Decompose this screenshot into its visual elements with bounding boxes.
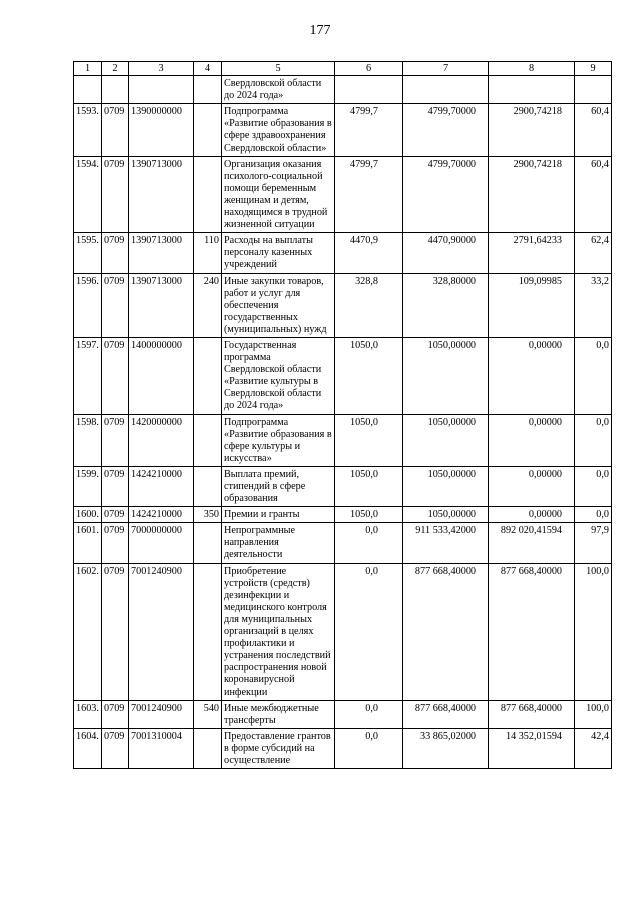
executed-amount-cell: 892 020,41594: [489, 523, 575, 563]
table-row: [74, 156, 612, 233]
item-name-cell: Организация оказания психолого-социальной помощи беременным женщинам и детям, находящимся в трудной жизненной ситуации: [222, 156, 335, 233]
refined-amount-cell: 911 533,42000: [403, 523, 489, 563]
percent-cell: 0,0: [575, 466, 612, 506]
target-article-cell: 1424210000: [129, 507, 194, 523]
row-number-cell: 1603.: [74, 700, 102, 728]
section-code-cell: 0709: [102, 414, 129, 466]
target-article-cell: 7001240900: [129, 563, 194, 700]
item-name-cell: Непрограммные направления деятельности: [222, 523, 335, 563]
percent-cell: 100,0: [575, 563, 612, 700]
expense-type-cell: 350: [194, 507, 222, 523]
item-name-cell: Свердловской области до 2024 года»: [222, 76, 335, 104]
item-name-cell: Предоставление грантов в форме субсидий на осуществление: [222, 728, 335, 768]
row-number-cell: 1594.: [74, 156, 102, 233]
target-article-cell: 7001310004: [129, 728, 194, 768]
executed-amount-cell: 14 352,01594: [489, 728, 575, 768]
percent-cell: 0,0: [575, 337, 612, 414]
executed-amount-cell: 877 668,40000: [489, 563, 575, 700]
item-name-cell: Иные межбюджетные трансферты: [222, 700, 335, 728]
row-number-cell: 1602.: [74, 563, 102, 700]
percent-cell: 0,0: [575, 414, 612, 466]
percent-cell: 42,4: [575, 728, 612, 768]
refined-amount-cell: 1050,00000: [403, 337, 489, 414]
row-number-cell: 1604.: [74, 728, 102, 768]
expense-type-cell: [194, 523, 222, 563]
table-row: [74, 466, 612, 506]
refined-amount-cell: 1050,00000: [403, 466, 489, 506]
expense-type-cell: 540: [194, 700, 222, 728]
executed-amount-cell: 877 668,40000: [489, 700, 575, 728]
table-row: [74, 728, 612, 768]
item-name-cell: Выплата премий, стипендий в сфере образования: [222, 466, 335, 506]
expense-type-cell: 110: [194, 233, 222, 273]
target-article-cell: 1390713000: [129, 233, 194, 273]
refined-amount-cell: 33 865,02000: [403, 728, 489, 768]
section-code-cell: 0709: [102, 104, 129, 156]
percent-cell: 0,0: [575, 507, 612, 523]
expense-type-cell: [194, 466, 222, 506]
section-code-cell: 0709: [102, 523, 129, 563]
plan-amount-cell: 1050,0: [335, 507, 403, 523]
section-code-cell: 0709: [102, 728, 129, 768]
expense-type-cell: [194, 76, 222, 104]
item-name-cell: Премии и гранты: [222, 507, 335, 523]
column-header: 9: [575, 62, 612, 76]
table-row: [74, 414, 612, 466]
refined-amount-cell: 328,80000: [403, 273, 489, 337]
plan-amount-cell: 1050,0: [335, 337, 403, 414]
executed-amount-cell: 2791,64233: [489, 233, 575, 273]
table-row: [74, 523, 612, 563]
refined-amount-cell: 4470,90000: [403, 233, 489, 273]
column-header: 1: [74, 62, 102, 76]
column-header: 2: [102, 62, 129, 76]
expense-type-cell: [194, 104, 222, 156]
plan-amount-cell: [335, 76, 403, 104]
section-code-cell: [102, 76, 129, 104]
plan-amount-cell: 4470,9: [335, 233, 403, 273]
target-article-cell: 1424210000: [129, 466, 194, 506]
plan-amount-cell: 0,0: [335, 700, 403, 728]
refined-amount-cell: 1050,00000: [403, 414, 489, 466]
row-number-cell: 1593.: [74, 104, 102, 156]
item-name-cell: Подпрограмма «Развитие образования в сфере культуры и искусства»: [222, 414, 335, 466]
table-row: [74, 104, 612, 156]
section-code-cell: 0709: [102, 156, 129, 233]
target-article-cell: 7001240900: [129, 700, 194, 728]
executed-amount-cell: 2900,74218: [489, 104, 575, 156]
target-article-cell: [129, 76, 194, 104]
executed-amount-cell: 109,09985: [489, 273, 575, 337]
section-code-cell: 0709: [102, 507, 129, 523]
row-number-cell: 1595.: [74, 233, 102, 273]
expense-type-cell: [194, 728, 222, 768]
table-row: [74, 76, 612, 104]
page-number: 177: [309, 23, 331, 38]
table-row: [74, 700, 612, 728]
row-number-cell: 1599.: [74, 466, 102, 506]
section-code-cell: 0709: [102, 233, 129, 273]
percent-cell: 60,4: [575, 104, 612, 156]
target-article-cell: 1390000000: [129, 104, 194, 156]
table-row: [74, 273, 612, 337]
row-number-cell: [74, 76, 102, 104]
item-name-cell: Расходы на выплаты персоналу казенных учреждений: [222, 233, 335, 273]
executed-amount-cell: [489, 76, 575, 104]
table-row: [74, 563, 612, 700]
refined-amount-cell: 877 668,40000: [403, 563, 489, 700]
column-header: 5: [222, 62, 335, 76]
table-row: [74, 337, 612, 414]
plan-amount-cell: 4799,7: [335, 104, 403, 156]
section-code-cell: 0709: [102, 466, 129, 506]
item-name-cell: Подпрограмма «Развитие образования в сфере здравоохранения Свердловской области»: [222, 104, 335, 156]
target-article-cell: 1390713000: [129, 156, 194, 233]
refined-amount-cell: [403, 76, 489, 104]
expense-type-cell: 240: [194, 273, 222, 337]
section-code-cell: 0709: [102, 700, 129, 728]
executed-amount-cell: 0,00000: [489, 507, 575, 523]
refined-amount-cell: 1050,00000: [403, 507, 489, 523]
expense-type-cell: [194, 337, 222, 414]
column-header: 6: [335, 62, 403, 76]
item-name-cell: Иные закупки товаров, работ и услуг для обеспечения государственных (муниципальных) нужд: [222, 273, 335, 337]
refined-amount-cell: 877 668,40000: [403, 700, 489, 728]
column-header: 4: [194, 62, 222, 76]
table-header-row: [74, 62, 612, 76]
row-number-cell: 1598.: [74, 414, 102, 466]
percent-cell: 62,4: [575, 233, 612, 273]
target-article-cell: 1420000000: [129, 414, 194, 466]
plan-amount-cell: 1050,0: [335, 414, 403, 466]
executed-amount-cell: 2900,74218: [489, 156, 575, 233]
column-header: 3: [129, 62, 194, 76]
item-name-cell: Приобретение устройств (средств) дезинфекции и медицинского контроля для муниципальных организаций в целях профилактики и устранения последствий распространения новой коронавирусной инфекции: [222, 563, 335, 700]
plan-amount-cell: 0,0: [335, 728, 403, 768]
plan-amount-cell: 0,0: [335, 523, 403, 563]
table-row: [74, 507, 612, 523]
row-number-cell: 1600.: [74, 507, 102, 523]
executed-amount-cell: 0,00000: [489, 337, 575, 414]
executed-amount-cell: 0,00000: [489, 466, 575, 506]
column-header: 7: [403, 62, 489, 76]
item-name-cell: Государственная программа Свердловской области «Развитие культуры в Свердловской области до 2024 года»: [222, 337, 335, 414]
plan-amount-cell: 4799,7: [335, 156, 403, 233]
plan-amount-cell: 1050,0: [335, 466, 403, 506]
executed-amount-cell: 0,00000: [489, 414, 575, 466]
section-code-cell: 0709: [102, 563, 129, 700]
percent-cell: 97,9: [575, 523, 612, 563]
row-number-cell: 1601.: [74, 523, 102, 563]
expense-type-cell: [194, 414, 222, 466]
section-code-cell: 0709: [102, 337, 129, 414]
target-article-cell: 1400000000: [129, 337, 194, 414]
table-row: [74, 233, 612, 273]
budget-table: [73, 61, 612, 769]
row-number-cell: 1597.: [74, 337, 102, 414]
refined-amount-cell: 4799,70000: [403, 156, 489, 233]
percent-cell: 33,2: [575, 273, 612, 337]
percent-cell: 60,4: [575, 156, 612, 233]
percent-cell: 100,0: [575, 700, 612, 728]
plan-amount-cell: 0,0: [335, 563, 403, 700]
section-code-cell: 0709: [102, 273, 129, 337]
expense-type-cell: [194, 563, 222, 700]
refined-amount-cell: 4799,70000: [403, 104, 489, 156]
target-article-cell: 7000000000: [129, 523, 194, 563]
expense-type-cell: [194, 156, 222, 233]
plan-amount-cell: 328,8: [335, 273, 403, 337]
target-article-cell: 1390713000: [129, 273, 194, 337]
percent-cell: [575, 76, 612, 104]
row-number-cell: 1596.: [74, 273, 102, 337]
column-header: 8: [489, 62, 575, 76]
